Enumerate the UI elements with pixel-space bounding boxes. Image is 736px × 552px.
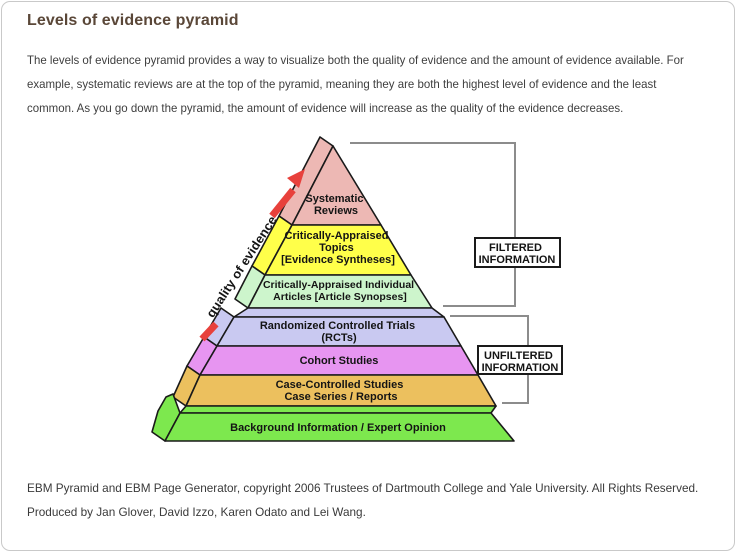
layer-case-controlled-label: Case-Controlled Studies Case Series / Reports [275,379,404,403]
layer-cohort-label: Cohort Studies [299,355,379,367]
filtered-information-label: FILTERED INFORMATION [478,242,556,266]
evidence-pyramid-diagram [2,130,736,480]
layer-articles-label: Critically-Appraised Individual Articles [Article Synopses] [262,279,415,303]
middle-slab-top-surface [234,308,444,317]
intro-paragraph [27,48,727,120]
page-card [1,1,735,551]
layer-topics-label: Critically-Appraised Topics [Evidence Syntheses] [281,230,395,266]
layer-systematic-reviews-label: Systematic Reviews [305,193,364,217]
quality-of-evidence-label: quality of evidence [203,218,277,321]
layer-rct-label: Randomized Controlled Trials (RCTs) [259,320,416,344]
page-title: Levels of evidence pyramid [27,12,239,29]
bottom-slab-top-surface [180,406,496,413]
copyright-line: EBM Pyramid and EBM Page Generator, copyright 2006 Trustees of Dartmouth College and Yale University. All Rights Reserved. [27,481,699,495]
layer-background-label: Background Information / Expert Opinion [230,422,446,434]
unfiltered-information-label: UNFILTERED INFORMATION [481,350,559,374]
copyright-line: Produced by Jan Glover, David Izzo, Karen Odato and Lei Wang. [27,505,366,519]
intro-line: example, systematic reviews are at the top of the pyramid, meaning they are both the highest level of evidence and the least [27,77,657,91]
intro-line: common. As you go down the pyramid, the amount of evidence will increase as the quality of the evidence decreases. [27,101,624,115]
intro-line: The levels of evidence pyramid provides a way to visualize both the quality of evidence and the amount of evidence available. For [27,53,684,67]
copyright-text [27,476,727,524]
